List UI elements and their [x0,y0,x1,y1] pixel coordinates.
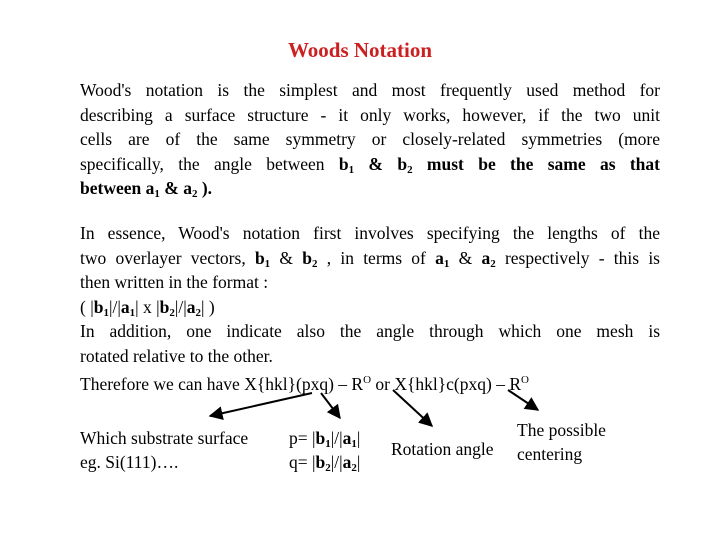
text-line: In essence, Wood's notation first involves specifying the lengths of the [80,223,660,243]
page-title: Woods Notation [287,38,433,62]
format-line: ( $|b_1|/|a_1|$ x $|b_2|/|a_2|$ ) [80,296,215,319]
notation-line: Therefore we can have $X\{hkl\}(pxq) - R^O$ or $X\{hkl\}c(pxq) - R^O$ [80,373,529,394]
note-pq [289,426,360,474]
note-rotation: Rotation angle [391,439,494,459]
text-line: between $a_1$ & $a_2$ ). [80,178,213,200]
note-p: $p= |b_1|/|a_1|$ [289,428,361,450]
note-substrate [80,426,248,474]
note-centering [517,418,606,466]
text-line: describing a surface structure - it only works, however, if the two unit [80,104,660,125]
note-q: $q= |b_2|/|a_2|$ [289,452,361,474]
text-line: In addition, one indicate also the angle through which one mesh is [80,321,660,341]
arrow-rotation [393,390,432,426]
text-line: cells are of the same symmetry or closely-related symmetries (more [80,129,660,149]
note-substrate-line2: eg. Si(111)…. [80,452,179,472]
text-line: then written in the format : [80,272,269,292]
text-line: two overlayer vectors, $b_1$ & $b_2$ , in terms of $a_1$ & $a_2$ respectively - this is [80,247,660,270]
arrow-pq [321,393,340,418]
note-centering-line2: centering [517,444,583,464]
arrow-centering [508,390,538,410]
text-line: Wood's notation is the simplest and most frequently used method for [80,80,660,100]
note-centering-line1: The possible [517,420,606,440]
arrow-substrate [210,393,312,416]
note-substrate-line1: Which substrate surface [80,428,249,448]
text-line: rotated relative to the other. [80,345,273,366]
text-line: specifically, the angle between $b_1$ & $b_2$ must be the same as that [80,153,660,176]
